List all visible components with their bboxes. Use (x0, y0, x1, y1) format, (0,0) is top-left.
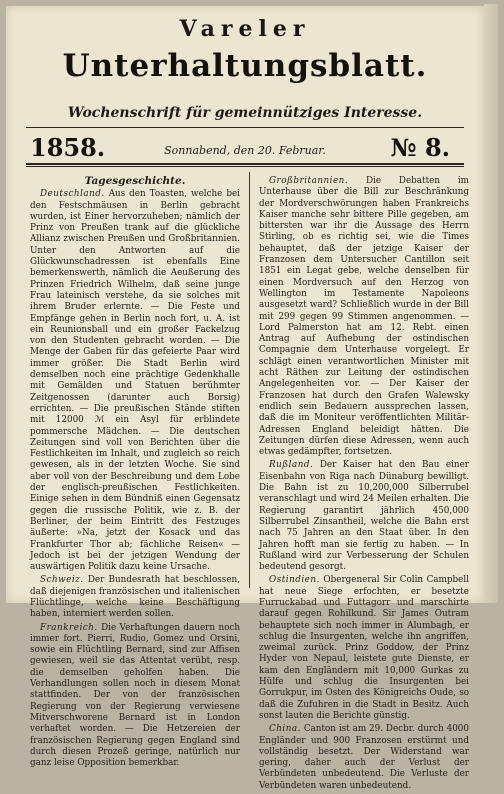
article-germany (30, 189, 240, 573)
article-switzerland (30, 575, 240, 620)
masthead-subtitle: Wochenschrift für gemeinnütziges Interesse. (67, 105, 423, 121)
article-body: Canton ist am 29. Decbr. durch 4000 Engländer und 900 Franzosen erstürmt und vollständig besetzt. Der Widerstand war gering, daher auch der Verlust der Verbündeten unbedeutend. Die Verluste der Verbündeten waren unbedeutend. (259, 724, 469, 791)
header-double-rule (26, 163, 464, 165)
article-china (259, 724, 469, 792)
article-body: Die Verhaftungen dauern noch immer fort. Pierri, Rudio, Gomez und Orsini, sowie ein Flüchtling Bernard, sind zur Affisen gewiesen, weil sie das Attentat verübt, resp. die demselben geholfen haben. Die Verhandlungen sollen noch in diesem Monat stattfinden. Der von der französischen Regierung von der Regierung verwiesene Mitverschworene Bernard ist in London verhaftet worden. — Die Hetzereien der französischen Regierung gegen England sind durch diesen Prozeß geringe, natürlich nur ganz leise Opposition bemerkbar. (30, 622, 241, 769)
issue-number: № 8. (390, 133, 450, 162)
article-france (30, 623, 240, 770)
article-lead: Ostindien. (269, 575, 320, 586)
section-heading: Tagesgeschichte. (84, 175, 186, 187)
article-lead: Großbritannien. (269, 176, 349, 186)
issue-date: Sonnabend, den 20. Februar. (164, 144, 326, 157)
article-east-india (259, 575, 469, 722)
article-body: Aus den Toasten, welche bei den Festschmäusen in Berlin gebracht wurden, ist Einer hervorzuheben; nämlich der Prinz von Preußen trank auf die glückliche Allianz zwischen Preußen und Großbritannien. Unter den Antworten auf die Glückwunschadressen ist ebenfalls Eine bemerkenswerth, nämlich die Aeußerung des Prinzen Friedrich Wilhelm, daß seine junge Frau lateinisch verstehe, da sie solches mit ihrem Bruder erlernte. — Die Feste und Empfänge gehen in Berlin noch fort, u. A. ist ein Reunionsball und ein großer Fackelzug von den Studenten gebracht worden. — Die Menge der Gaben für das gefeierte Paar wird immer größer. Die Stadt Berlin wird demselben noch eine prächtige Gedenkhalle mit Gemälden und Statuen berühmter Zeitgenossen (darunter auch Borsig) errichten. — Die preußischen Stände stiften mit 12000 ℳ ein Asyl für erblindete pommersche Mädchen. — Die deutschen Zeitungen sind voll von Berichten über die Festlichkeiten im Inhalt, und zugleich so reich gewesen, als in der letzten Woche. Sie sind aber voll von der Beschreibung und dem Lobe der englisch-preußischen Festlichkeiten. Einige sehen in dem Bündniß einen Gegensatz gegen die russische Politik, wie z. B. der Berliner, der beim Eintritt des Festzuges äußerte: »Na, jetzt der Kosack und das Frankfurter Thor ab; fächliche Reisen« — Jedoch ist bei der jetzigen Wendung der auswärtigen Politik dazu keine Ursache. (30, 189, 240, 573)
left-column (30, 176, 240, 771)
article-lead: Rußland. (269, 460, 314, 471)
newspaper-page (6, 6, 484, 791)
article-body: Der Kaiser hat den Bau einer Eisenbahn von Riga nach Dünaburg bewilligt. Die Bahn ist zu 10,200,000 Silberrubel veranschlagt und wird 24 Meilen erhalten. Die Regierung garantirt jährlich 450,000 Silberrubel Zinsantheil, welche die Bahn erst nach 75 Jahren an den Staat über. In den Jahren hofft man sie fertig zu haben. — In Rußland wird zur Verbesserung der Schulen bedeutend gesorgt. (259, 460, 470, 573)
article-lead: Frankreich. (40, 622, 98, 633)
issue-year: 1858. (30, 133, 106, 162)
article-lead: Schweiz. (40, 575, 84, 586)
article-body: Der Bundesrath hat beschlossen, daß diejenigen französischen und italienischen Flüchtlinge, welche keine Beschäftigung haben, interniert werden sollen. (30, 575, 240, 620)
masthead-title-top: Vareler (179, 16, 311, 42)
article-russia (259, 460, 469, 573)
article-lead: China. (269, 724, 301, 735)
article-body: Die Debatten im Unterhause über die Bill zur Beschränkung der Mordverschwörungen haben Frankreichs Kaiser manche sehr bittere Pille gegeben, am bittersten war ihr die Aussage des Herrn Stirling, ob es richtig sei, wie die Times behauptet, daß der jetzige Kaiser der Franzosen dem Untersucher Cantillon seit 1851 ein Legat gebe, welche denselben für einen Mordversuch auf den Herzog von Wellington im Testamente Napoleons ausgesetzt ward? Schließlich wurde in der Bill mit 299 gegen 99 Stimmen angenommen. — Lord Palmerston hat am 12. Rebt. einen Antrag auf Aufhebung der ostindischen Compagnie dem Unterhause vorgelegt. Er schlägt einen verantwortlichen Minister mit acht Räthen zur Leitung der ostindischen Angelegenheiten vor. — Der Kaiser der Franzosen hat durch den Grafen Walewsky endlich sein Bedauern aussprechen lassen, daß die im Moniteur veröffentlichten Militär-Adressen England beleidigt hätten. Die Zeitungen dürfen diese Adressen, wenn auch etwas gedämpfter, fortsetzen. (259, 176, 469, 458)
right-column (259, 176, 469, 794)
column-divider (249, 172, 250, 588)
masthead-title-main: Unterhaltungsblatt. (62, 48, 428, 84)
page-edge (484, 4, 498, 603)
article-lead: Deutschland. (40, 189, 105, 200)
article-great-britain (259, 176, 469, 458)
article-body: Obergeneral Sir Colin Campbell hat neue Siege erfochten, er besetzte Furruckabad und Futtagorr und marschirte darauf gegen Rohilkund. Sir James Outram behauptete sich noch immer in Alumbagh, er schlug die Insurgenten, welche ihn angriffen, zweimal zurück. Prinz Goddow, der Prinz Hyder von Nepaul, leistete gute Dienste, er kam den Engländern mit 10,000 Gurkas zu Hülfe und schlug die Insurgenten bei Gorrukpur, im Osten des Königreichs Oude, so daß die Zufuhren in die Stadt in Besitz. Auch sonst lauten die Berichte günstig. (259, 575, 469, 721)
header-double-rule-thin (26, 166, 464, 167)
top-rule (26, 127, 464, 128)
